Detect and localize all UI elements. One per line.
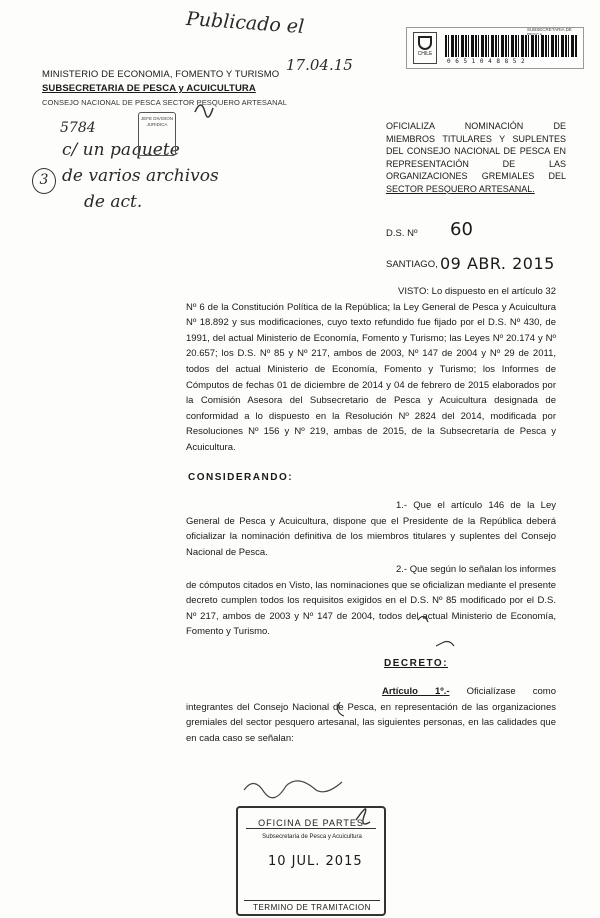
- barcode-header: SUBSECRETARIA DE: [527, 27, 572, 32]
- ds-label: D.S. Nº: [386, 228, 418, 239]
- considerando-item-2: 2.- Que según lo señalan los informes de cómputos citados en Visto, las nominaciones que se oficializan mediante el presente decreto cumplen todos los requisitos exigidos en el D.S. Nº 85 modificado por el D.S. Nº 217, ambos de 2003 y Nº 147 de 2004, todos del actual Ministerio de Economía, Fomento y Turismo.: [186, 564, 557, 638]
- handwritten-note-line-1: c/ un paquete: [62, 140, 180, 160]
- handwritten-published-date: 17.04.15: [286, 56, 353, 74]
- considerando-heading: CONSIDERANDO:: [188, 472, 294, 483]
- ds-number: 60: [450, 219, 473, 240]
- division-juridica-stamp: JEFE DIVISION JURIDICA: [138, 112, 176, 156]
- article-1-label: Artículo 1º.-: [382, 686, 450, 697]
- decreto-heading: DECRETO:: [384, 658, 449, 669]
- stamp-subtitle: Subsecretaría de Pesca y Acuicultura: [262, 834, 362, 840]
- stamp-date: 10 JUL. 2015: [268, 854, 363, 869]
- place-label: SANTIAGO,: [386, 259, 438, 270]
- subsecretaria-name: SUBSECRETARIA DE PESCA y ACUICULTURA: [42, 83, 256, 94]
- barcode-number: 0 6 5 1 0 4 8 8 5 2: [447, 58, 526, 65]
- ministry-name: MINISTERIO DE ECONOMIA, FOMENTO Y TURISMO: [42, 69, 280, 80]
- considerando-item-1: 1.- Que el artículo 146 de la Ley General de Pesca y Acuicultura, dispone que el Presidente de la República deberá oficializar la nominación definitiva de los miembros titulares y suplentes del Consejo Nacional de Pesca.: [186, 500, 556, 558]
- handwritten-note-line-2: de varios archivos: [62, 166, 219, 186]
- stamp-footer: TERMINO DE TRAMITACION: [244, 900, 380, 912]
- chile-logo-icon: CHILE: [413, 32, 437, 64]
- handwritten-published-note: Publicado el: [185, 7, 305, 39]
- consejo-name: CONSEJO NACIONAL DE PESCA SECTOR PESQUERO ARTESANAL: [42, 98, 288, 107]
- article-1-text: Oficialízase como integrantes del Consejo Nacional de Pesca, en representación de las organizaciones gremiales del sector pesquero artesanal, las siguientes personas, en las calidades que en cada caso se señalan:: [186, 686, 556, 744]
- stamp-title: OFICINA DE PARTES: [246, 818, 376, 829]
- subject-line: ORGANIZACIONES GREMIALES DEL: [386, 171, 566, 181]
- subject-line: DEL CONSEJO NACIONAL DE PESCA EN: [386, 146, 566, 156]
- subject-line: REPRESENTACIÓN DE LAS: [386, 158, 566, 169]
- subject-line: SECTOR PESQUERO ARTESANAL.: [386, 183, 535, 194]
- subject-line: MIEMBROS TITULARES Y SUPLENTES: [386, 133, 566, 144]
- handwritten-id-number: 5784: [60, 120, 96, 136]
- handwritten-circled-number: 3: [32, 168, 56, 194]
- subject-line: OFICIALIZA NOMINACIÓN DE: [386, 121, 566, 131]
- decree-date: 09 ABR. 2015: [440, 254, 555, 273]
- handwritten-note-line-3: de act.: [84, 192, 143, 212]
- visto-paragraph: VISTO: Lo dispuesto en el artículo 32 Nº 6 de la Constitución Política de la República; la Ley General de Pesca y Acuicultura Nº 18.892 y sus modificaciones, cuyo texto refundido fue fijado por el D.S. Nº 430, de 1991, del actual Ministerio de Economía, Fomento y Turismo; las Leyes Nº 20.174 y Nº 20.657; los D.S. Nº 85 y Nº 217, ambos de 2003, Nº 147 de 2004 y Nº 29 de 2011, todos del actual Ministerio de Economía, Fomento y Turismo; los Informes de Cómputos de fechas 01 de diciembre de 2014 y 04 de febrero de 2015 elaborados por la Comisión Asesora del Subsecretario de Pesca y Acuicultura designada de conformidad a lo dispuesto en la Resolución Nº 2824 del 2014, modificada por Resoluciones Nº 156 y Nº 219, ambas de 2015, de la Subsecretaría de Pesca y Acuicultura.: [186, 286, 556, 453]
